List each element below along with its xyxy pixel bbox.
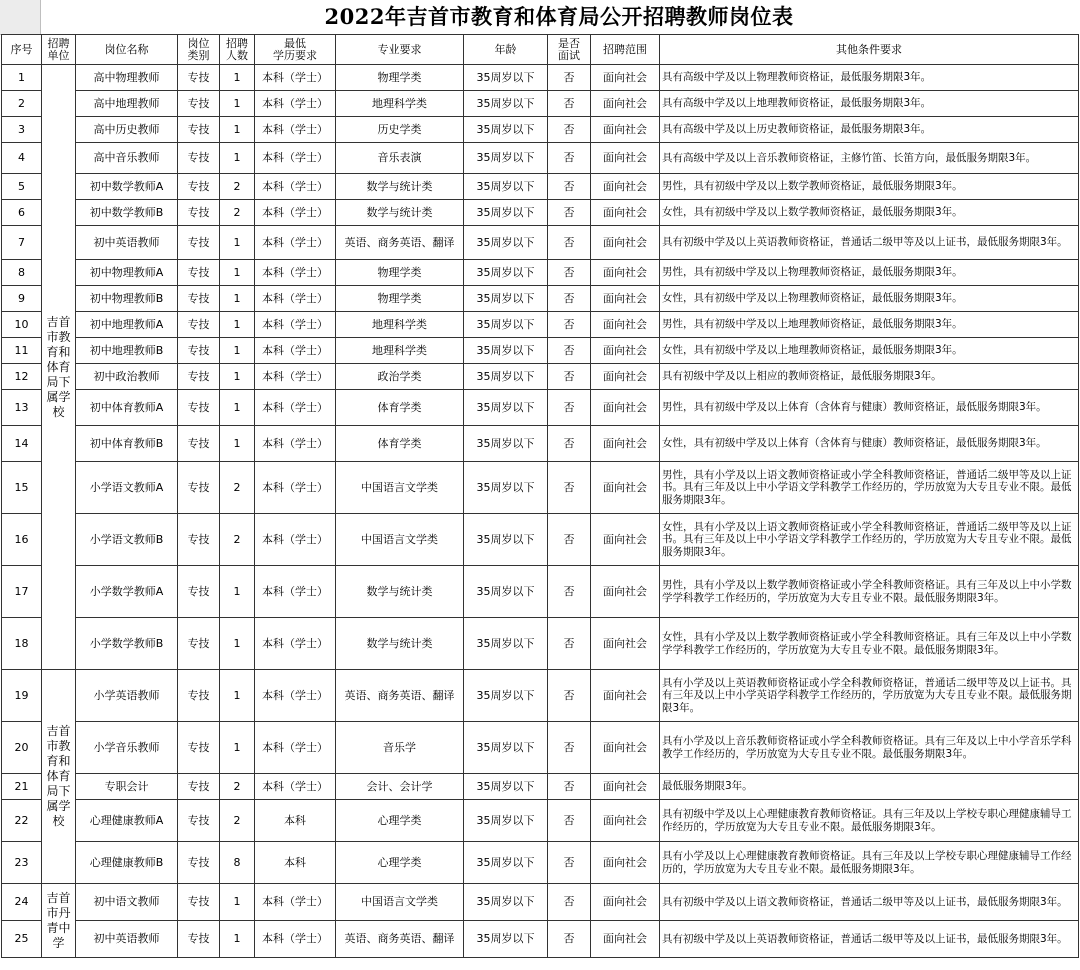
- cell-age: 35周岁以下: [464, 426, 548, 462]
- header-scope: 招聘范围: [591, 35, 660, 65]
- cell-count: 1: [220, 286, 255, 312]
- cell-position: 初中英语教师: [76, 921, 178, 958]
- cell-education: 本科（学士）: [255, 226, 336, 260]
- cell-other: 女性，具有初级中学及以上物理教师资格证，最低服务期限3年。: [660, 286, 1079, 312]
- table-row: [2, 842, 1079, 884]
- header-row: [2, 35, 1079, 65]
- cell-major: 地理科学类: [336, 91, 464, 117]
- header-position: 岗位名称: [76, 35, 178, 65]
- table-row: [2, 462, 1079, 514]
- cell-count: 1: [220, 884, 255, 921]
- cell-seq: 7: [2, 226, 42, 260]
- cell-other: 男性，具有初级中学及以上数学教师资格证，最低服务期限3年。: [660, 174, 1079, 200]
- cell-category: 专技: [178, 566, 220, 618]
- cell-count: 1: [220, 91, 255, 117]
- cell-unit: 吉首市教育和体育局下属学校: [42, 670, 76, 884]
- cell-interview: 否: [548, 566, 591, 618]
- cell-seq: 16: [2, 514, 42, 566]
- cell-seq: 4: [2, 143, 42, 174]
- cell-education: 本科（学士）: [255, 722, 336, 774]
- header-count: 招聘 人数: [220, 35, 255, 65]
- cell-count: 1: [220, 338, 255, 364]
- cell-scope: 面向社会: [591, 174, 660, 200]
- cell-position: 心理健康教师A: [76, 800, 178, 842]
- cell-other: 最低服务期限3年。: [660, 774, 1079, 800]
- header-education: 最低 学历要求: [255, 35, 336, 65]
- sheet-corner: [0, 0, 41, 35]
- cell-education: 本科（学士）: [255, 65, 336, 91]
- cell-category: 专技: [178, 143, 220, 174]
- table-row: [2, 65, 1079, 91]
- cell-scope: 面向社会: [591, 618, 660, 670]
- cell-age: 35周岁以下: [464, 143, 548, 174]
- cell-count: 2: [220, 200, 255, 226]
- cell-position: 初中物理教师B: [76, 286, 178, 312]
- table-row: [2, 800, 1079, 842]
- cell-interview: 否: [548, 921, 591, 958]
- cell-major: 物理学类: [336, 260, 464, 286]
- cell-seq: 22: [2, 800, 42, 842]
- cell-major: 政治学类: [336, 364, 464, 390]
- cell-education: 本科（学士）: [255, 91, 336, 117]
- cell-interview: 否: [548, 200, 591, 226]
- cell-major: 心理学类: [336, 842, 464, 884]
- cell-education: 本科（学士）: [255, 312, 336, 338]
- cell-education: 本科（学士）: [255, 390, 336, 426]
- cell-interview: 否: [548, 364, 591, 390]
- cell-major: 物理学类: [336, 65, 464, 91]
- cell-count: 2: [220, 174, 255, 200]
- cell-seq: 11: [2, 338, 42, 364]
- cell-other: 女性，具有初级中学及以上地理教师资格证，最低服务期限3年。: [660, 338, 1079, 364]
- cell-seq: 25: [2, 921, 42, 958]
- header-unit: 招聘 单位: [42, 35, 76, 65]
- cell-education: 本科（学士）: [255, 426, 336, 462]
- cell-scope: 面向社会: [591, 514, 660, 566]
- cell-education: 本科（学士）: [255, 364, 336, 390]
- cell-count: 1: [220, 364, 255, 390]
- table-row: [2, 774, 1079, 800]
- cell-interview: 否: [548, 390, 591, 426]
- cell-count: 2: [220, 774, 255, 800]
- cell-position: 初中数学教师A: [76, 174, 178, 200]
- table-row: [2, 117, 1079, 143]
- cell-scope: 面向社会: [591, 200, 660, 226]
- cell-position: 高中地理教师: [76, 91, 178, 117]
- cell-other: 具有初级中学及以上英语教师资格证，普通话二级甲等及以上证书，最低服务期限3年。: [660, 226, 1079, 260]
- cell-interview: 否: [548, 117, 591, 143]
- cell-position: 初中英语教师: [76, 226, 178, 260]
- cell-education: 本科（学士）: [255, 514, 336, 566]
- cell-interview: 否: [548, 774, 591, 800]
- table-row: [2, 618, 1079, 670]
- cell-interview: 否: [548, 514, 591, 566]
- cell-interview: 否: [548, 143, 591, 174]
- cell-scope: 面向社会: [591, 312, 660, 338]
- cell-category: 专技: [178, 426, 220, 462]
- cell-count: 1: [220, 618, 255, 670]
- cell-seq: 3: [2, 117, 42, 143]
- cell-scope: 面向社会: [591, 800, 660, 842]
- cell-seq: 15: [2, 462, 42, 514]
- cell-interview: 否: [548, 338, 591, 364]
- cell-education: 本科（学士）: [255, 670, 336, 722]
- cell-position: 初中数学教师B: [76, 200, 178, 226]
- cell-major: 数学与统计类: [336, 566, 464, 618]
- table-row: [2, 390, 1079, 426]
- cell-age: 35周岁以下: [464, 514, 548, 566]
- cell-age: 35周岁以下: [464, 842, 548, 884]
- cell-position: 小学数学教师B: [76, 618, 178, 670]
- table-row: [2, 514, 1079, 566]
- cell-position: 小学语文教师B: [76, 514, 178, 566]
- cell-scope: 面向社会: [591, 91, 660, 117]
- cell-seq: 21: [2, 774, 42, 800]
- cell-education: 本科（学士）: [255, 143, 336, 174]
- cell-other: 男性，具有初级中学及以上地理教师资格证，最低服务期限3年。: [660, 312, 1079, 338]
- cell-major: 会计、会计学: [336, 774, 464, 800]
- cell-count: 2: [220, 800, 255, 842]
- cell-major: 英语、商务英语、翻译: [336, 226, 464, 260]
- cell-major: 地理科学类: [336, 312, 464, 338]
- table-row: [2, 426, 1079, 462]
- cell-seq: 23: [2, 842, 42, 884]
- cell-scope: 面向社会: [591, 426, 660, 462]
- table-row: [2, 566, 1079, 618]
- cell-category: 专技: [178, 286, 220, 312]
- cell-major: 中国语言文学类: [336, 884, 464, 921]
- cell-major: 物理学类: [336, 286, 464, 312]
- cell-scope: 面向社会: [591, 260, 660, 286]
- cell-age: 35周岁以下: [464, 91, 548, 117]
- cell-other: 具有小学及以上音乐教师资格证或小学全科教师资格证。具有三年及以上中小学音乐学科教学工作经历的，学历放宽为大专且专业不限。最低服务期限3年。: [660, 722, 1079, 774]
- cell-other: 男性，具有小学及以上数学教师资格证或小学全科教师资格证。具有三年及以上中小学数学学科教学工作经历的，学历放宽为大专且专业不限。最低服务期限3年。: [660, 566, 1079, 618]
- cell-seq: 19: [2, 670, 42, 722]
- cell-category: 专技: [178, 364, 220, 390]
- cell-position: 高中物理教师: [76, 65, 178, 91]
- cell-age: 35周岁以下: [464, 364, 548, 390]
- cell-other: 女性，具有小学及以上数学教师资格证或小学全科教师资格证。具有三年及以上中小学数学学科教学工作经历的，学历放宽为大专且专业不限。最低服务期限3年。: [660, 618, 1079, 670]
- cell-other: 具有小学及以上英语教师资格证或小学全科教师资格证，普通话二级甲等及以上证书。具有三年及以上中小学英语学科教学工作经历的，学历放宽为大专且专业不限。最低服务期限3年。: [660, 670, 1079, 722]
- cell-age: 35周岁以下: [464, 462, 548, 514]
- cell-seq: 8: [2, 260, 42, 286]
- cell-major: 数学与统计类: [336, 618, 464, 670]
- cell-education: 本科（学士）: [255, 338, 336, 364]
- table-row: [2, 364, 1079, 390]
- cell-other: 具有初级中学及以上语文教师资格证，普通话二级甲等及以上证书，最低服务期限3年。: [660, 884, 1079, 921]
- cell-interview: 否: [548, 722, 591, 774]
- cell-interview: 否: [548, 426, 591, 462]
- cell-seq: 6: [2, 200, 42, 226]
- table-row: [2, 174, 1079, 200]
- cell-seq: 10: [2, 312, 42, 338]
- cell-category: 专技: [178, 800, 220, 842]
- cell-seq: 5: [2, 174, 42, 200]
- job-table: [1, 34, 1079, 958]
- table-row: [2, 670, 1079, 722]
- cell-other: 女性，具有初级中学及以上体育（含体育与健康）教师资格证，最低服务期限3年。: [660, 426, 1079, 462]
- cell-age: 35周岁以下: [464, 774, 548, 800]
- cell-interview: 否: [548, 91, 591, 117]
- cell-position: 初中地理教师B: [76, 338, 178, 364]
- table-row: [2, 260, 1079, 286]
- cell-age: 35周岁以下: [464, 226, 548, 260]
- cell-category: 专技: [178, 338, 220, 364]
- cell-major: 音乐学: [336, 722, 464, 774]
- cell-age: 35周岁以下: [464, 338, 548, 364]
- cell-major: 音乐表演: [336, 143, 464, 174]
- cell-education: 本科（学士）: [255, 566, 336, 618]
- table-row: [2, 921, 1079, 958]
- cell-other: 具有初级中学及以上相应的教师资格证，最低服务期限3年。: [660, 364, 1079, 390]
- cell-education: 本科（学士）: [255, 884, 336, 921]
- cell-major: 心理学类: [336, 800, 464, 842]
- cell-other: 男性，具有小学及以上语文教师资格证或小学全科教师资格证，普通话二级甲等及以上证书。具有三年及以上中小学语文学科教学工作经历的，学历放宽为大专且专业不限。最低服务期限3年。: [660, 462, 1079, 514]
- cell-major: 英语、商务英语、翻译: [336, 921, 464, 958]
- cell-position: 小学语文教师A: [76, 462, 178, 514]
- cell-scope: 面向社会: [591, 462, 660, 514]
- cell-category: 专技: [178, 65, 220, 91]
- cell-count: 8: [220, 842, 255, 884]
- cell-age: 35周岁以下: [464, 260, 548, 286]
- cell-other: 女性，具有初级中学及以上数学教师资格证，最低服务期限3年。: [660, 200, 1079, 226]
- table-row: [2, 286, 1079, 312]
- cell-category: 专技: [178, 174, 220, 200]
- cell-age: 35周岁以下: [464, 65, 548, 91]
- cell-count: 1: [220, 670, 255, 722]
- cell-position: 心理健康教师B: [76, 842, 178, 884]
- cell-age: 35周岁以下: [464, 286, 548, 312]
- cell-major: 数学与统计类: [336, 174, 464, 200]
- cell-category: 专技: [178, 312, 220, 338]
- cell-age: 35周岁以下: [464, 670, 548, 722]
- cell-interview: 否: [548, 65, 591, 91]
- cell-scope: 面向社会: [591, 670, 660, 722]
- table-row: [2, 143, 1079, 174]
- cell-position: 高中音乐教师: [76, 143, 178, 174]
- cell-category: 专技: [178, 200, 220, 226]
- cell-age: 35周岁以下: [464, 884, 548, 921]
- cell-seq: 9: [2, 286, 42, 312]
- cell-major: 体育学类: [336, 426, 464, 462]
- cell-other: 具有高级中学及以上地理教师资格证，最低服务期限3年。: [660, 91, 1079, 117]
- cell-education: 本科（学士）: [255, 921, 336, 958]
- cell-interview: 否: [548, 800, 591, 842]
- cell-category: 专技: [178, 670, 220, 722]
- cell-category: 专技: [178, 618, 220, 670]
- header-category: 岗位 类别: [178, 35, 220, 65]
- cell-age: 35周岁以下: [464, 618, 548, 670]
- cell-education: 本科（学士）: [255, 774, 336, 800]
- cell-count: 1: [220, 426, 255, 462]
- table-row: [2, 884, 1079, 921]
- cell-position: 初中体育教师B: [76, 426, 178, 462]
- header-interview: 是否 面试: [548, 35, 591, 65]
- header-seq: 序号: [2, 35, 42, 65]
- cell-interview: 否: [548, 842, 591, 884]
- cell-position: 小学音乐教师: [76, 722, 178, 774]
- cell-scope: 面向社会: [591, 774, 660, 800]
- cell-count: 2: [220, 514, 255, 566]
- cell-other: 具有小学及以上心理健康教育教师资格证。具有三年及以上学校专职心理健康辅导工作经历的，学历放宽为大专且专业不限。最低服务期限3年。: [660, 842, 1079, 884]
- cell-education: 本科: [255, 800, 336, 842]
- cell-scope: 面向社会: [591, 338, 660, 364]
- cell-position: 初中物理教师A: [76, 260, 178, 286]
- cell-position: 初中地理教师A: [76, 312, 178, 338]
- cell-count: 1: [220, 117, 255, 143]
- cell-count: 1: [220, 143, 255, 174]
- cell-other: 具有高级中学及以上物理教师资格证，最低服务期限3年。: [660, 65, 1079, 91]
- cell-seq: 20: [2, 722, 42, 774]
- cell-category: 专技: [178, 390, 220, 426]
- cell-major: 中国语言文学类: [336, 462, 464, 514]
- cell-age: 35周岁以下: [464, 921, 548, 958]
- header-other: 其他条件要求: [660, 35, 1079, 65]
- cell-interview: 否: [548, 174, 591, 200]
- cell-seq: 1: [2, 65, 42, 91]
- cell-interview: 否: [548, 312, 591, 338]
- cell-education: 本科: [255, 842, 336, 884]
- cell-seq: 17: [2, 566, 42, 618]
- cell-age: 35周岁以下: [464, 800, 548, 842]
- cell-count: 1: [220, 226, 255, 260]
- cell-seq: 24: [2, 884, 42, 921]
- cell-scope: 面向社会: [591, 921, 660, 958]
- cell-interview: 否: [548, 670, 591, 722]
- cell-count: 1: [220, 921, 255, 958]
- cell-position: 初中体育教师A: [76, 390, 178, 426]
- cell-unit: 吉首市丹青中学: [42, 884, 76, 958]
- cell-position: 专职会计: [76, 774, 178, 800]
- cell-scope: 面向社会: [591, 842, 660, 884]
- cell-position: 高中历史教师: [76, 117, 178, 143]
- cell-major: 数学与统计类: [336, 200, 464, 226]
- cell-position: 初中政治教师: [76, 364, 178, 390]
- cell-education: 本科（学士）: [255, 174, 336, 200]
- cell-interview: 否: [548, 226, 591, 260]
- cell-seq: 13: [2, 390, 42, 426]
- table-row: [2, 338, 1079, 364]
- cell-education: 本科（学士）: [255, 286, 336, 312]
- cell-count: 1: [220, 260, 255, 286]
- cell-interview: 否: [548, 884, 591, 921]
- cell-category: 专技: [178, 514, 220, 566]
- cell-interview: 否: [548, 286, 591, 312]
- cell-scope: 面向社会: [591, 65, 660, 91]
- cell-scope: 面向社会: [591, 566, 660, 618]
- cell-scope: 面向社会: [591, 226, 660, 260]
- cell-scope: 面向社会: [591, 364, 660, 390]
- cell-seq: 12: [2, 364, 42, 390]
- cell-category: 专技: [178, 921, 220, 958]
- cell-category: 专技: [178, 884, 220, 921]
- cell-education: 本科（学士）: [255, 260, 336, 286]
- cell-interview: 否: [548, 260, 591, 286]
- cell-education: 本科（学士）: [255, 200, 336, 226]
- page-title: 2022年吉首市教育和体育局公开招聘教师岗位表: [40, 0, 1078, 35]
- cell-major: 历史学类: [336, 117, 464, 143]
- table-row: [2, 312, 1079, 338]
- cell-scope: 面向社会: [591, 286, 660, 312]
- cell-position: 小学英语教师: [76, 670, 178, 722]
- cell-count: 1: [220, 312, 255, 338]
- cell-seq: 2: [2, 91, 42, 117]
- cell-age: 35周岁以下: [464, 390, 548, 426]
- cell-other: 具有初级中学及以上英语教师资格证，普通话二级甲等及以上证书，最低服务期限3年。: [660, 921, 1079, 958]
- cell-other: 男性，具有初级中学及以上体育（含体育与健康）教师资格证，最低服务期限3年。: [660, 390, 1079, 426]
- cell-category: 专技: [178, 462, 220, 514]
- cell-scope: 面向社会: [591, 390, 660, 426]
- cell-seq: 18: [2, 618, 42, 670]
- cell-age: 35周岁以下: [464, 200, 548, 226]
- cell-category: 专技: [178, 260, 220, 286]
- cell-other: 具有初级中学及以上心理健康教育教师资格证。具有三年及以上学校专职心理健康辅导工作经历的，学历放宽为大专且专业不限。最低服务期限3年。: [660, 800, 1079, 842]
- cell-major: 英语、商务英语、翻译: [336, 670, 464, 722]
- cell-interview: 否: [548, 462, 591, 514]
- cell-category: 专技: [178, 117, 220, 143]
- cell-interview: 否: [548, 618, 591, 670]
- cell-count: 1: [220, 65, 255, 91]
- cell-position: 小学数学教师A: [76, 566, 178, 618]
- cell-age: 35周岁以下: [464, 722, 548, 774]
- header-age: 年龄: [464, 35, 548, 65]
- header-major: 专业要求: [336, 35, 464, 65]
- cell-other: 具有高级中学及以上音乐教师资格证，主修竹笛、长笛方向，最低服务期限3年。: [660, 143, 1079, 174]
- cell-age: 35周岁以下: [464, 117, 548, 143]
- cell-count: 1: [220, 722, 255, 774]
- cell-age: 35周岁以下: [464, 312, 548, 338]
- cell-category: 专技: [178, 774, 220, 800]
- cell-other: 具有高级中学及以上历史教师资格证，最低服务期限3年。: [660, 117, 1079, 143]
- cell-scope: 面向社会: [591, 884, 660, 921]
- cell-count: 1: [220, 566, 255, 618]
- cell-category: 专技: [178, 226, 220, 260]
- cell-position: 初中语文教师: [76, 884, 178, 921]
- cell-scope: 面向社会: [591, 117, 660, 143]
- cell-seq: 14: [2, 426, 42, 462]
- cell-education: 本科（学士）: [255, 618, 336, 670]
- cell-other: 男性，具有初级中学及以上物理教师资格证，最低服务期限3年。: [660, 260, 1079, 286]
- cell-count: 1: [220, 390, 255, 426]
- cell-education: 本科（学士）: [255, 117, 336, 143]
- cell-other: 女性，具有小学及以上语文教师资格证或小学全科教师资格证，普通话二级甲等及以上证书。具有三年及以上中小学语文学科教学工作经历的，学历放宽为大专且专业不限。最低服务期限3年。: [660, 514, 1079, 566]
- cell-category: 专技: [178, 91, 220, 117]
- cell-major: 中国语言文学类: [336, 514, 464, 566]
- cell-age: 35周岁以下: [464, 174, 548, 200]
- cell-count: 2: [220, 462, 255, 514]
- cell-major: 地理科学类: [336, 338, 464, 364]
- cell-education: 本科（学士）: [255, 462, 336, 514]
- table-row: [2, 722, 1079, 774]
- cell-major: 体育学类: [336, 390, 464, 426]
- cell-category: 专技: [178, 842, 220, 884]
- cell-scope: 面向社会: [591, 143, 660, 174]
- cell-category: 专技: [178, 722, 220, 774]
- cell-age: 35周岁以下: [464, 566, 548, 618]
- cell-scope: 面向社会: [591, 722, 660, 774]
- table-row: [2, 91, 1079, 117]
- table-row: [2, 226, 1079, 260]
- cell-unit: 吉首市教育和体育局下属学校: [42, 65, 76, 670]
- table-row: [2, 200, 1079, 226]
